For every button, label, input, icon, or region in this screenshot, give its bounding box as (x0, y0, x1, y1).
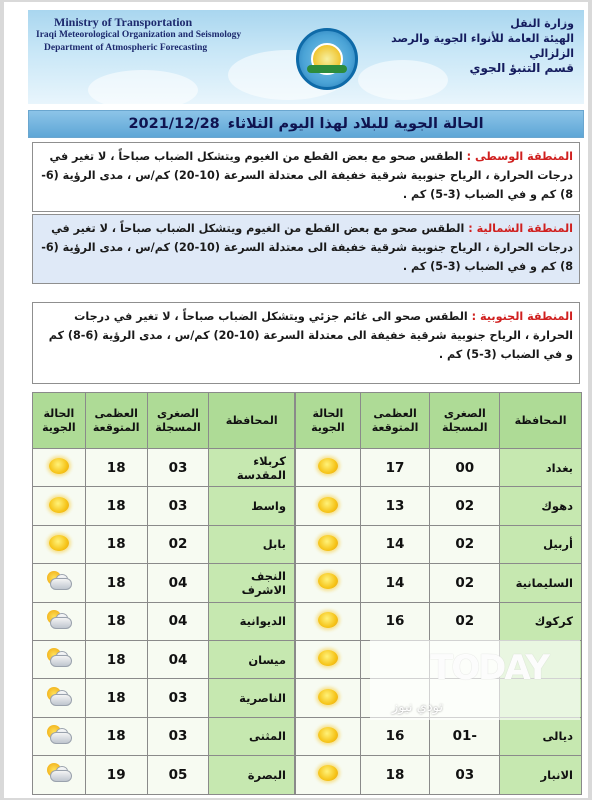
dept-ar: قسم التنبؤ الجوي (469, 61, 574, 75)
weather-state-cell (296, 449, 361, 487)
header-banner (28, 10, 584, 104)
weather-state-cell (33, 525, 86, 563)
max-temp-cell: 18 (85, 602, 147, 640)
province-cell: البصرة (209, 756, 295, 794)
header-max: العظمى المتوقعة (360, 393, 430, 449)
sun-icon (316, 534, 340, 552)
arabic-org-block (354, 16, 574, 76)
partly-cloudy-icon (44, 647, 74, 669)
min-temp-cell: 03 (430, 756, 500, 794)
table-row (33, 602, 295, 640)
weather-state-cell (296, 756, 361, 794)
min-temp-cell: 04 (147, 564, 209, 602)
sun-icon (316, 572, 340, 590)
region-label: المنطقة الوسطى : (466, 150, 573, 163)
table-row (296, 756, 582, 794)
org-ar: الهيئة العامة للأنواء الجوية والرصد الزلزالي (391, 32, 574, 60)
table-row (296, 449, 582, 487)
max-temp-cell: 18 (85, 449, 147, 487)
forecast-north-region (32, 214, 580, 284)
province-cell: النجف الاشرف (209, 564, 295, 602)
weather-state-cell (33, 756, 86, 794)
province-cell: أربيل (500, 525, 582, 563)
partly-cloudy-icon (44, 570, 74, 592)
table-row (296, 564, 582, 602)
table-row (296, 717, 582, 755)
watermark-subtitle: تودي نيوز (392, 700, 443, 715)
sun-icon (47, 534, 71, 552)
header-province: المحافظة (500, 393, 582, 449)
title-text: الحالة الجوية للبلاد لهذا اليوم الثلاثاء (227, 116, 484, 132)
province-cell: السليمانية (500, 564, 582, 602)
partly-cloudy-icon (44, 762, 74, 784)
max-temp-cell: 16 (360, 602, 430, 640)
region-label: المنطقة الشمالية : (468, 222, 573, 235)
table-row (33, 564, 295, 602)
dept-en: Department of Atmospheric Forecasting (44, 43, 208, 53)
weather-state-cell (296, 679, 361, 717)
min-temp-cell: 04 (147, 602, 209, 640)
sun-icon (316, 726, 340, 744)
weather-state-cell (296, 640, 361, 678)
min-temp-cell: 05 (147, 756, 209, 794)
forecast-text: الطقس صحو مع بعض القطع من الغيوم ويتشكل الضباب صباحاً ، لا تغير في درجات الحرارة ، الرياح جنوبية شرقية خفيفة الى معتدلة السرعة (10-20) كم/س ، مدى الرؤية (6-8) كم و في الضباب (3-5) كم . (41, 150, 573, 201)
max-temp-cell: 13 (360, 487, 430, 525)
header-min: الصغرى المسجلة (147, 393, 209, 449)
provinces-table-left (32, 392, 295, 795)
table-row (296, 487, 582, 525)
table-header-row (296, 393, 582, 449)
weather-state-cell (33, 487, 86, 525)
max-temp-cell: 14 (360, 525, 430, 563)
max-temp-cell: 19 (85, 756, 147, 794)
min-temp-cell: 03 (147, 679, 209, 717)
ministry-en: Ministry of Transportation (54, 15, 193, 29)
table-row (33, 487, 295, 525)
table-row (33, 449, 295, 487)
max-temp-cell: 18 (85, 717, 147, 755)
weather-state-cell (33, 679, 86, 717)
province-cell: المثنى (209, 717, 295, 755)
weather-state-cell (296, 717, 361, 755)
forecast-text: الطقس صحو مع بعض القطع من الغيوم ويتشكل الضباب صباحاً ، لا تغير في درجات الحرارة ، الرياح جنوبية شرقية خفيفة الى معتدلة السرعة (10-20) كم/س ، مدى الرؤية (6-8) كم و في الضباب (3-5) كم . (41, 222, 573, 273)
max-temp-cell: 18 (85, 525, 147, 563)
max-temp-cell: 18 (85, 640, 147, 678)
province-cell: بغداد (500, 449, 582, 487)
weather-state-cell (33, 717, 86, 755)
header-province: المحافظة (209, 393, 295, 449)
province-cell: ديالى (500, 717, 582, 755)
province-cell: كربلاء المقدسة (209, 449, 295, 487)
table-row (33, 679, 295, 717)
min-temp-cell: 03 (147, 449, 209, 487)
forecast-text: الطقس صحو الى غائم جزئي ويتشكل الضباب صباحاً ، لا تغير في درجات الحرارة ، الرياح جنوبية شرقية خفيفة الى معتدلة السرعة (10-20) كم/س ، مدى الرؤية (6-8) كم و في الضباب (3-5) كم . (48, 310, 573, 361)
weather-state-cell (33, 449, 86, 487)
min-temp-cell: 02 (430, 487, 500, 525)
max-temp-cell: 17 (360, 449, 430, 487)
province-cell: واسط (209, 487, 295, 525)
min-temp-cell: 03 (147, 487, 209, 525)
forecast-south-region (32, 302, 580, 384)
weather-state-cell (296, 525, 361, 563)
sun-icon (316, 764, 340, 782)
min-temp-cell: 02 (430, 602, 500, 640)
table-header-row (33, 393, 295, 449)
sun-icon (316, 688, 340, 706)
page-title (28, 110, 584, 138)
header-state: الحالة الجوية (296, 393, 361, 449)
organization-logo (296, 28, 358, 90)
forecast-middle-region (32, 142, 580, 212)
province-cell: الناصرية (209, 679, 295, 717)
header-state: الحالة الجوية (33, 393, 86, 449)
max-temp-cell: 18 (85, 487, 147, 525)
max-temp-cell: 18 (360, 756, 430, 794)
partly-cloudy-icon (44, 686, 74, 708)
weather-state-cell (296, 602, 361, 640)
org-en: Iraqi Meteorological Organization and Seismology (36, 30, 242, 40)
weather-state-cell (33, 640, 86, 678)
weather-state-cell (33, 564, 86, 602)
province-cell: الانبار (500, 756, 582, 794)
min-temp-cell: 02 (430, 525, 500, 563)
sun-icon (316, 611, 340, 629)
sun-icon (47, 457, 71, 475)
max-temp-cell: 14 (360, 564, 430, 602)
partly-cloudy-icon (44, 724, 74, 746)
weather-state-cell (296, 487, 361, 525)
table-row (33, 525, 295, 563)
sun-icon (47, 496, 71, 514)
max-temp-cell: 18 (85, 564, 147, 602)
min-temp-cell: 04 (147, 640, 209, 678)
partly-cloudy-icon (44, 609, 74, 631)
table-row (33, 640, 295, 678)
province-cell: ميسان (209, 640, 295, 678)
table-row (296, 602, 582, 640)
min-temp-cell: 00 (430, 449, 500, 487)
sun-icon (316, 649, 340, 667)
ministry-ar: وزارة النقل (510, 17, 574, 30)
max-temp-cell: 18 (85, 679, 147, 717)
province-cell: الديوانية (209, 602, 295, 640)
province-cell: دهوك (500, 487, 582, 525)
header-min: الصغرى المسجلة (430, 393, 500, 449)
table-row (33, 756, 295, 794)
region-label: المنطقة الجنوبية : (471, 310, 573, 323)
min-temp-cell: 02 (430, 564, 500, 602)
weather-state-cell (33, 602, 86, 640)
english-org-block (36, 16, 256, 55)
title-date: 2021/12/28 (128, 116, 220, 132)
max-temp-cell: 16 (360, 717, 430, 755)
header-max: العظمى المتوقعة (85, 393, 147, 449)
province-cell: بابل (209, 525, 295, 563)
watermark-logo: TODAY (430, 648, 548, 688)
min-temp-cell: -01 (430, 717, 500, 755)
min-temp-cell: 03 (147, 717, 209, 755)
sun-icon (316, 496, 340, 514)
weather-state-cell (296, 564, 361, 602)
province-cell: كركوك (500, 602, 582, 640)
sun-icon (316, 457, 340, 475)
table-row (296, 525, 582, 563)
provinces-table-right (295, 392, 582, 795)
table-row (33, 717, 295, 755)
min-temp-cell: 02 (147, 525, 209, 563)
